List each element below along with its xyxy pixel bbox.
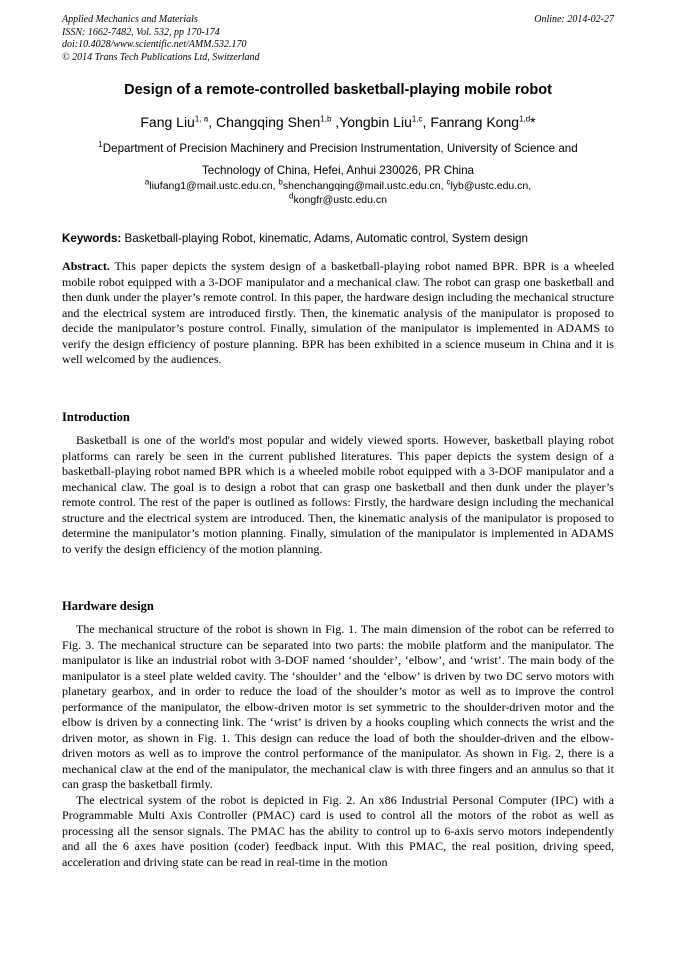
author-affil-mark: 1,c [411, 114, 423, 124]
journal-header [62, 14, 260, 64]
copyright-line: © 2014 Trans Tech Publications Ltd, Switzerland [62, 51, 260, 63]
email-mark: b [278, 177, 283, 187]
keywords [62, 232, 614, 245]
issn-line: ISSN: 1662-7482, Vol. 532, pp 170-174 [62, 26, 220, 38]
paper-title: Design of a remote-controlled basketball-playing mobile robot [124, 82, 552, 98]
author-affil-mark: 1, a [194, 114, 209, 124]
author-affil-mark: 1,d [519, 114, 531, 124]
abstract-text: This paper depicts the system design of a basketball-playing robot named BPR. BPR is a wheeled mobile robot equipped with a 3-DOF manipulator and a mechanical claw. The robot can grasp one basketball and then dunk under the player’s remote control. In this paper, the hardware design including the mechanical structure and the electrical system are introduced firstly. Then, the kinematic analysis of the manipulator is proposed to decide the manipulator’s posture control. Finally, simulation of the manipulator is implemented in ADAMS to verify the design efficiency of posture planning. BPR has been exhibited in a science museum in China and it is well welcomed by the audiences. [62, 259, 614, 366]
affil-mark: 1 [98, 140, 103, 150]
abstract [62, 259, 614, 368]
section-heading-introduction: Introduction [62, 410, 130, 424]
email-link[interactable]: lyb@ustc.edu.cn, [450, 180, 532, 192]
paragraph: Basketball is one of the world's most popular and widely viewed sports. However, basketball playing robot platforms can rarely be seen in the current published literatures. This paper depicts the system design of a basketball-playing robot named BPR which is a wheeled mobile robot equipped with a 3-DOF manipulator and a mechanical claw. The goal is to design a robot that can grasp one basketball and then dunk under the player’s remote control. The rest of the paper is outlined as follows: Firstly, the hardware design including the mechanical structure and the electrical system are introduced. Then, the kinematic analysis of the manipulator is proposed to determine the manipulator’s motion planning. Finally, simulation of the manipulator is implemented in ADAMS to verify the design efficiency of the motion planning. [62, 433, 614, 556]
abstract-label: Abstract. [62, 259, 110, 273]
hardware-body [62, 622, 614, 870]
email-link[interactable]: shenchangqing@mail.ustc.edu.cn, [282, 180, 447, 192]
affiliation [62, 138, 614, 182]
author-name: Fanrang Kong [430, 114, 520, 130]
paragraph: The mechanical structure of the robot is shown in Fig. 1. The main dimension of the robot can be referred to Fig. 3. The mechanical structure can be separated into two parts: the mobile platform and the manipulator. The manipulator is like an industrial robot with 3-DOF named ‘shoulder’, ‘elbow’, and ‘wrist’. The main body of the manipulator is a steel plate welded cavity. The ‘shoulder’ and the ‘elbow’ is driven by two DC servo motors with planetary gearbox, and in order to reduce the load of the shoulder’s motor as well as to improve the control performance of the manipulator, the elbow-driven motor is set symmetric to the shoulder-driven motor and the elbow is driven by a connecting link. The ‘wrist’ is driven by a hooks coupling which connects the wrist and the driven motor, as shown in Fig. 1. This design can reduce the load of both the shoulder-driven and the elbow-driven motors as well as to improve the control performance of the manipulator. As shown in Fig. 2, there is a mechanical claw at the end of the manipulator, the mechanical claw is with three fingers and an annulus so that it can grasp the basketball firmly. [62, 622, 614, 791]
author-name: Changqing Shen [215, 114, 321, 130]
introduction-body [62, 433, 614, 557]
section-heading-hardware: Hardware design [62, 599, 154, 613]
affil-line-1: Department of Precision Machinery and Precision Instrumentation, University of Science and [102, 142, 578, 155]
email-mark: d [289, 191, 294, 200]
affil-line-2: Technology of China, Hefei, Anhui 230026, PR China [202, 164, 474, 177]
author-list [62, 114, 614, 130]
email-link[interactable]: liufang1@mail.ustc.edu.cn, [149, 180, 279, 192]
email-mark: a [144, 177, 150, 187]
author-name: Fang Liu [140, 114, 195, 130]
author-affil-mark: 1,b [320, 114, 332, 124]
author-separator: , [422, 114, 431, 130]
online-date: Online: 2014-02-27 [534, 14, 614, 25]
paragraph: The electrical system of the robot is depicted in Fig. 2. An x86 Industrial Personal Computer (IPC) with a Programmable Multi Axis Controller (PMAC) card is used to control all the motors of the robot as well as processing all the sensor signals. The PMAC has the ability to control up to 6-axis servo motors independently and all the 6 axes have position (coder) feedback input. With this PMAC, the real position, driving speed, acceleration and driving state can be read in real-time in the motion [62, 792, 614, 869]
keywords-label: Keywords: [62, 232, 122, 245]
keywords-text: Basketball-playing Robot, kinematic, Adams, Automatic control, System design [124, 232, 528, 245]
email-mark: c [446, 177, 451, 187]
doi-line: doi:10.4028/www.scientific.net/AMM.532.170 [62, 39, 247, 50]
author-separator: , [208, 114, 216, 130]
author-separator: , [331, 114, 340, 130]
journal-name: Applied Mechanics and Materials [62, 14, 198, 25]
email-list [62, 177, 614, 207]
corresponding-mark: * [530, 114, 536, 130]
email-link[interactable]: kongfr@ustc.edu.cn [293, 193, 387, 206]
author-name: Yongbin Liu [339, 114, 412, 130]
